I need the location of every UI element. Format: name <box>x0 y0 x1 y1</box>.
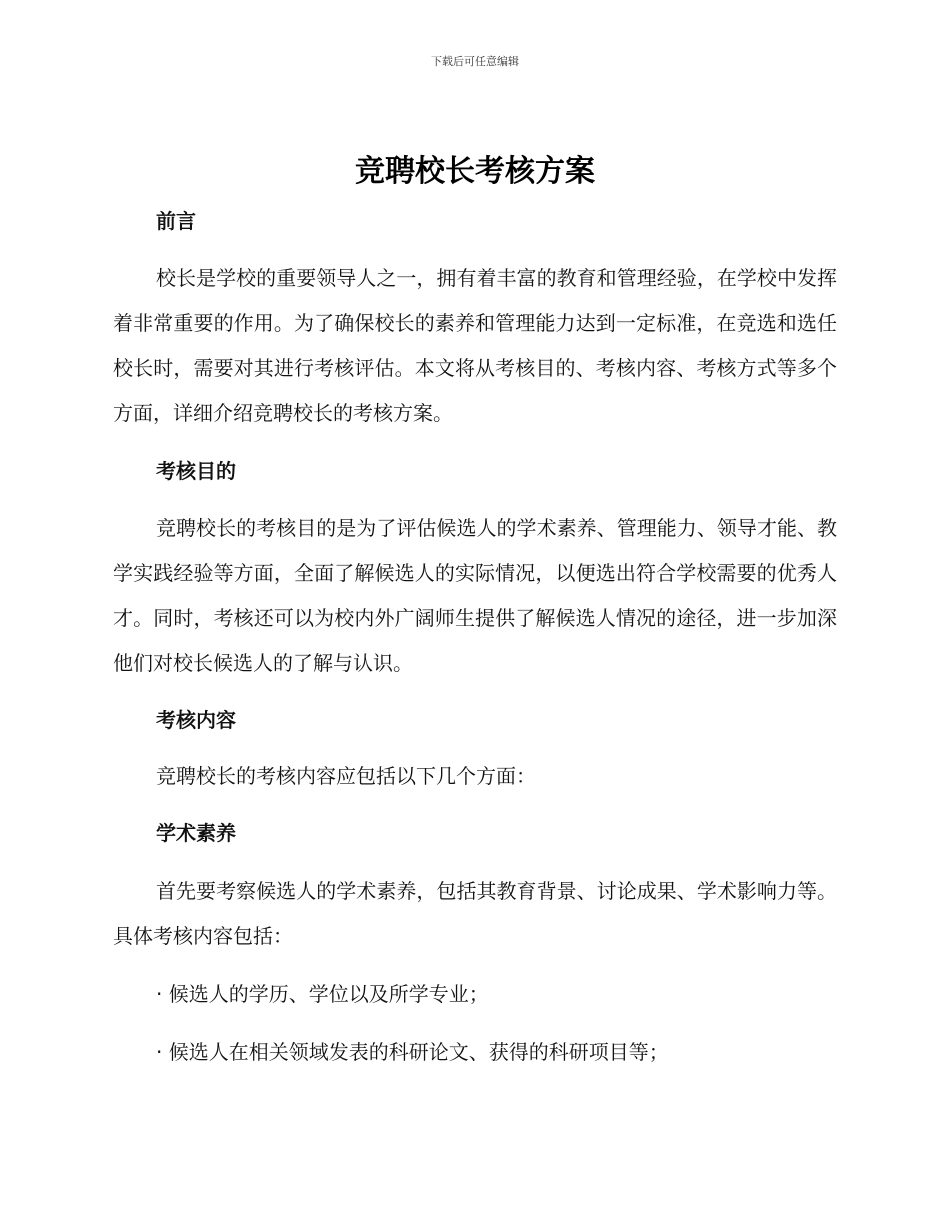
section-purpose <box>113 449 837 494</box>
section-heading-purpose: 考核目的 <box>156 459 236 483</box>
section-preface <box>113 199 837 244</box>
header-note: 下载后可任意编辑 <box>431 55 519 68</box>
paragraph-academic-text: 首先要考察候选人的学术素养，包括其教育背景、讨论成果、学术影响力等。具体考核内容包括： <box>113 879 837 948</box>
document-title: 竞聘校长考核方案 <box>355 154 595 189</box>
bullet-list <box>113 972 837 1017</box>
paragraph-content <box>113 754 837 799</box>
paragraph-purpose-text: 竞聘校长的考核目的是为了评估候选人的学术素养、管理能力、领导才能、教学实践经验等方面，全面了解候选人的实际情况，以便选出符合学校需要的优秀人才。同时，考核还可以为校内外广阔师生提供了解候选人情况的途径，进一步加深他们对校长候选人的了解与认识。 <box>113 516 837 675</box>
bullet-list-2 <box>113 1030 837 1075</box>
list-item: · 候选人的学历、学位以及所学专业； <box>156 982 489 1006</box>
section-heading-content: 考核内容 <box>156 708 236 732</box>
section-heading-preface: 前言 <box>156 209 196 233</box>
paragraph-academic <box>113 869 837 959</box>
paragraph-preface <box>113 256 837 436</box>
section-heading-academic: 学术素养 <box>156 821 236 845</box>
paragraph-preface-text: 校长是学校的重要领导人之一，拥有着丰富的教育和管理经验，在学校中发挥着非常重要的作用。为了确保校长的素养和管理能力达到一定标准，在竞选和选任校长时，需要对其进行考核评估。本文将从考核目的、考核内容、考核方式等多个方面，详细介绍竞聘校长的考核方案。 <box>113 266 837 425</box>
section-content <box>113 698 837 743</box>
list-item: · 候选人在相关领域发表的科研论文、获得的科研项目等； <box>156 1040 669 1064</box>
paragraph-content-text: 竞聘校长的考核内容应包括以下几个方面： <box>156 764 536 788</box>
paragraph-purpose <box>113 506 837 686</box>
section-academic <box>113 811 837 856</box>
